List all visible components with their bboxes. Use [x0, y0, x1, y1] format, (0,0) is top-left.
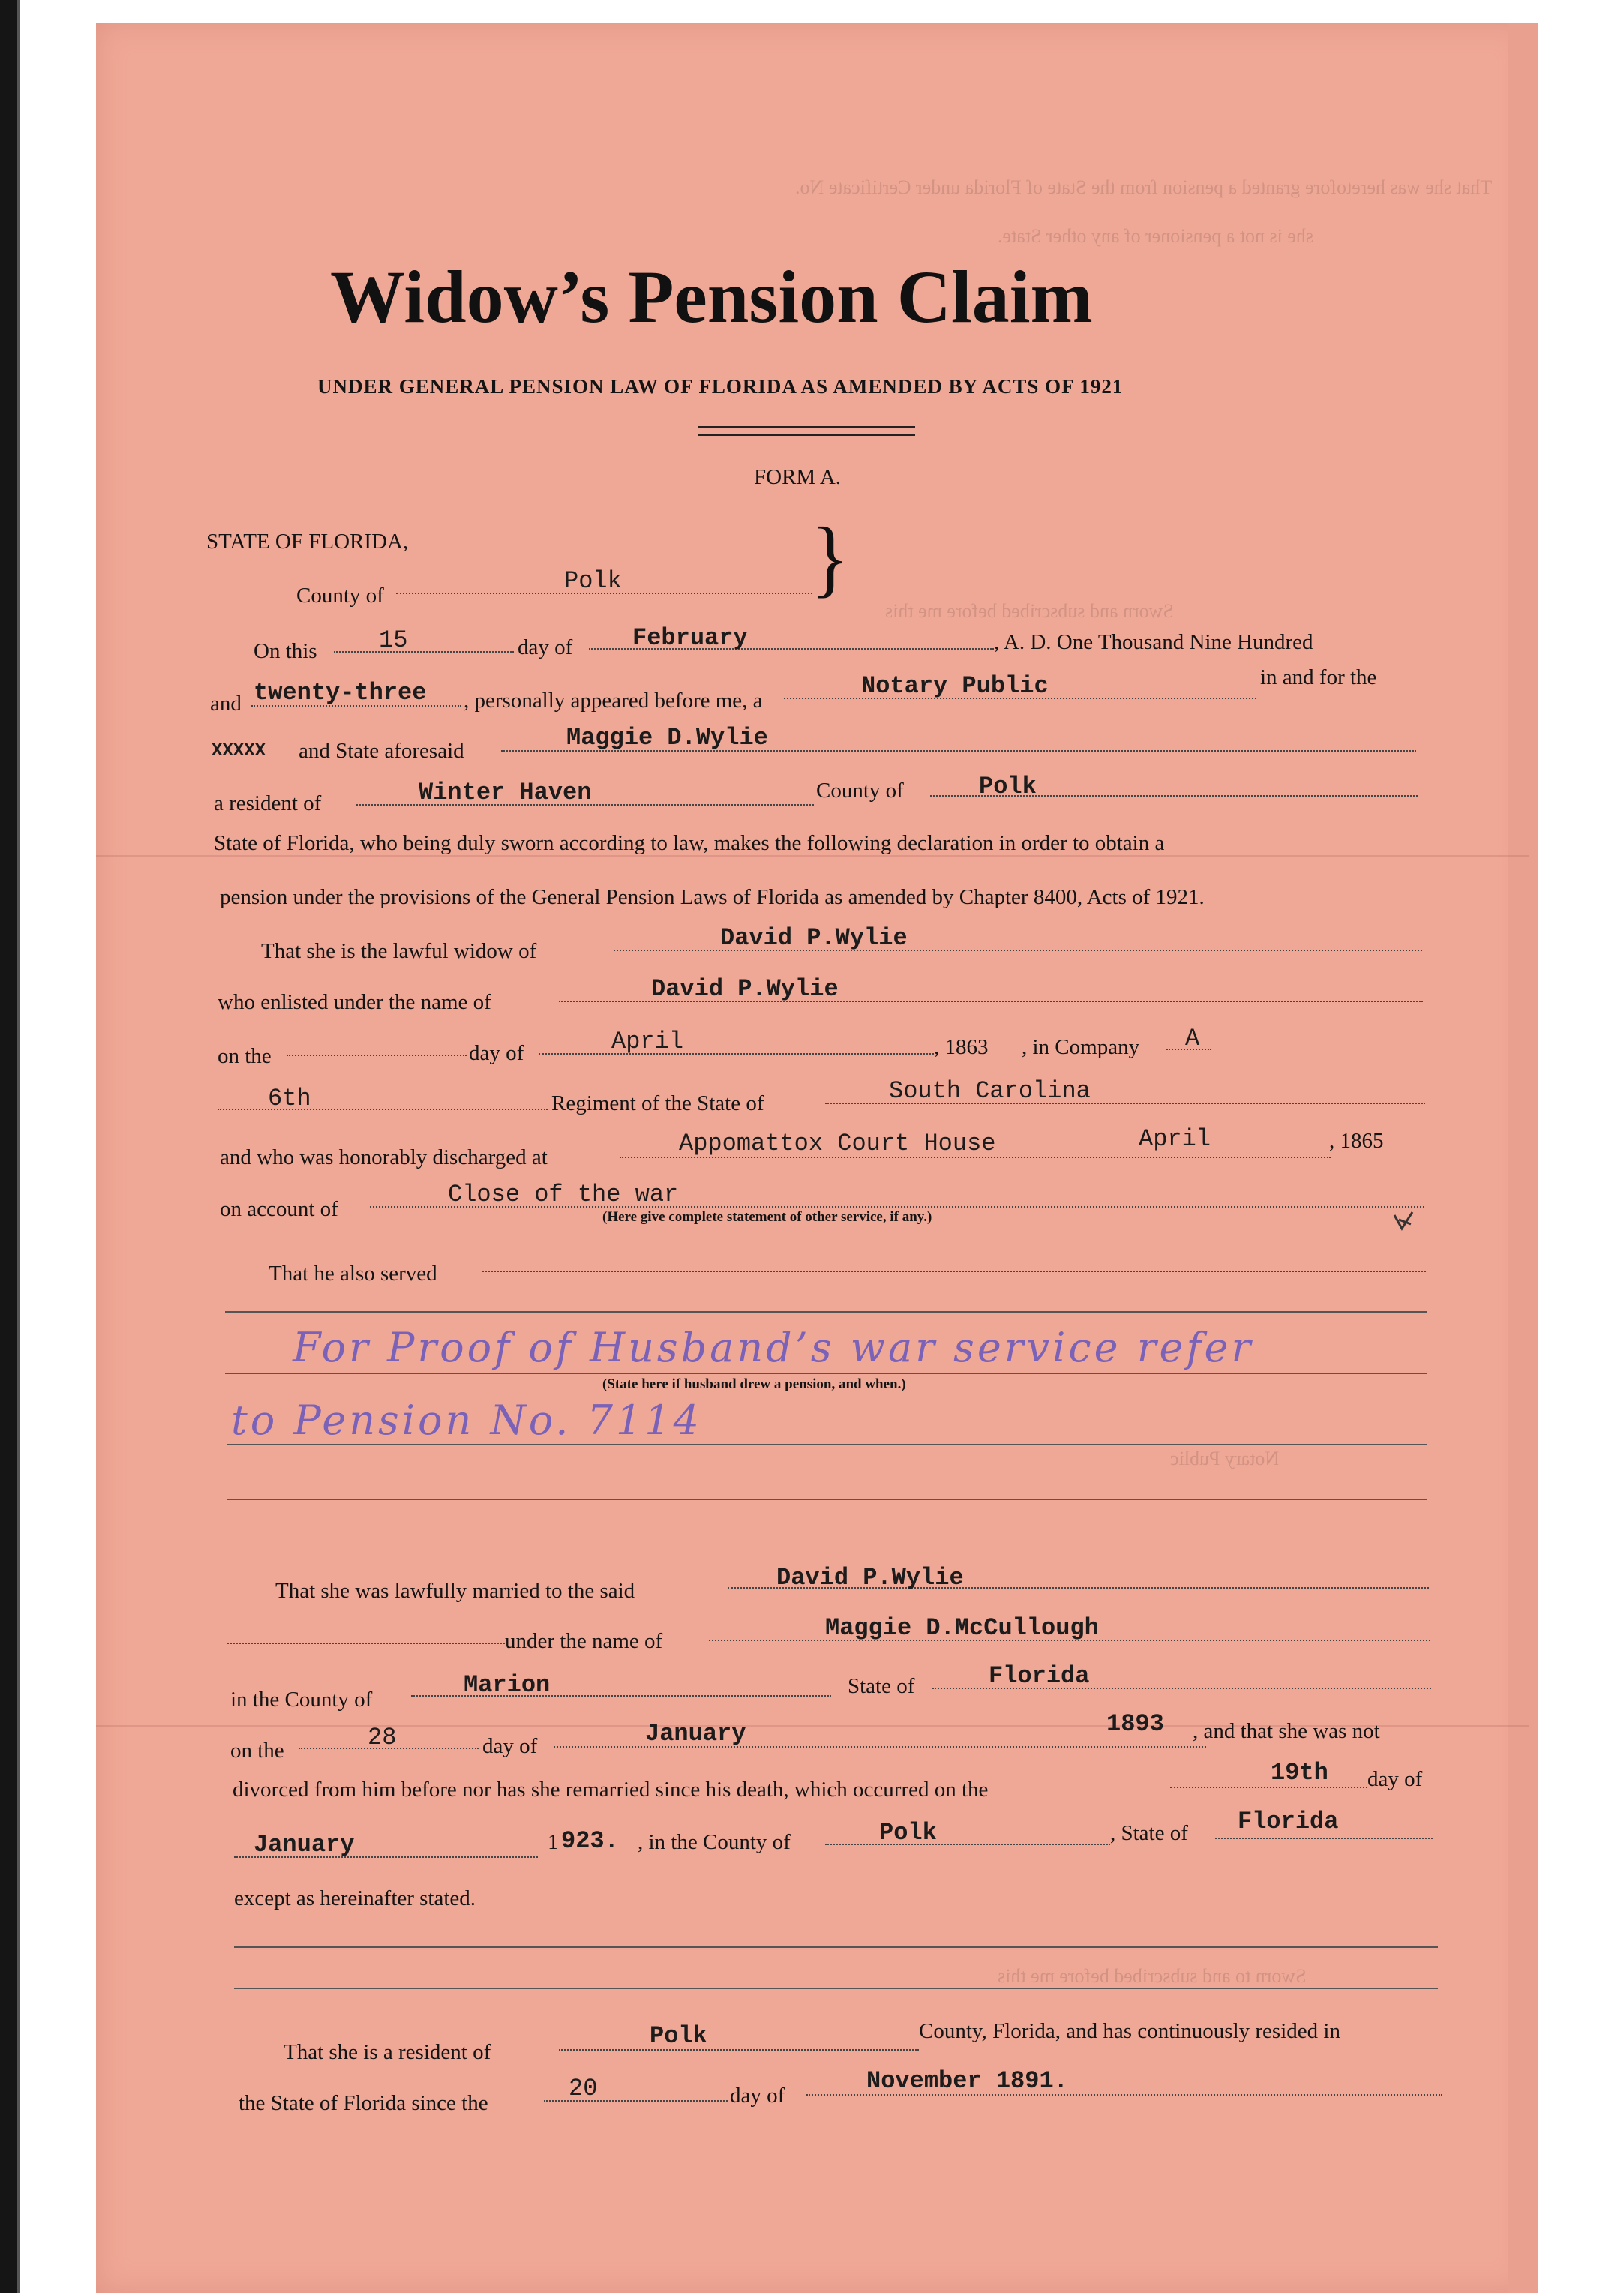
husband-value: David P.Wylie: [720, 924, 908, 952]
day-of-label: day of: [469, 1041, 524, 1065]
widow-of-label: That she is the lawful widow of: [261, 939, 537, 963]
maiden-value: Maggie D.McCullough: [825, 1614, 1099, 1642]
form-subtitle: UNDER GENERAL PENSION LAW OF FLORIDA AS AMENDED BY ACTS OF 1921: [317, 375, 1124, 398]
officer-value: Notary Public: [861, 672, 1049, 700]
sheet-edge: [1508, 23, 1538, 2293]
on-the-label: on the: [218, 1044, 272, 1068]
resident-label: a resident of: [214, 791, 322, 815]
brace-icon: }: [810, 509, 850, 606]
death-month-value: January: [254, 1831, 355, 1859]
handwritten-note: to Pension No. 7114: [231, 1397, 703, 1444]
day-of-label: day of: [482, 1734, 538, 1758]
year-value: twenty-three: [254, 679, 427, 707]
appeared-label: , personally appeared before me, a: [464, 689, 763, 713]
bleedthrough-text: Sworn to and subscribed before me this: [998, 1965, 1307, 1987]
served-line: [482, 1271, 1426, 1272]
reg-state-value: South Carolina: [889, 1077, 1091, 1105]
declaration-text: State of Florida, who being duly sworn according to law, makes the following declaration in order to obtain a: [214, 831, 1165, 855]
county-label: County of: [296, 584, 384, 608]
declaration-text: pension under the provisions of the General Pension Laws of Florida as amended by Chapter 8400, Acts of 1921.: [220, 885, 1205, 909]
blank-line: [234, 1946, 1438, 1948]
county-of-label: County of: [816, 779, 904, 803]
scanner-border: [0, 0, 17, 2293]
city-value: Winter Haven: [419, 779, 592, 806]
title-rule: [698, 426, 915, 428]
in-county-label: in the County of: [230, 1688, 373, 1712]
day-of-label: day of: [518, 635, 573, 659]
discharge-place-value: Appomattox Court House: [679, 1130, 996, 1157]
death-state-line: [1215, 1838, 1433, 1839]
struck-county: XXXXX: [212, 741, 266, 761]
and-label: and: [210, 692, 242, 716]
resident-of-label: That she is a resident of: [284, 2040, 491, 2064]
marriage-month-value: January: [645, 1720, 746, 1748]
not-divorced-label: , and that she was not: [1193, 1719, 1380, 1743]
resided-label: County, Florida, and has continuously resided in: [919, 2019, 1340, 2043]
death-day-line: [1170, 1787, 1367, 1788]
state-label: STATE OF FLORIDA,: [206, 530, 409, 554]
except-label: except as hereinafter stated.: [234, 1886, 476, 1910]
on-this-label: On this: [254, 639, 317, 663]
scanner-border-inner: [17, 0, 20, 2293]
since-label: the State of Florida since the: [239, 2091, 488, 2115]
pension-line: [225, 1373, 1427, 1374]
company-value: A: [1185, 1025, 1200, 1052]
marriage-day-value: 28: [368, 1724, 397, 1751]
claimant-value: Maggie D.Wylie: [566, 724, 768, 752]
aforesaid-label: and State aforesaid: [299, 739, 464, 763]
regiment-label: Regiment of the State of: [551, 1091, 764, 1115]
enlist-day-line: [287, 1055, 467, 1056]
res-county-value: Polk: [979, 773, 1037, 800]
enlisted-value: David P.Wylie: [651, 975, 839, 1003]
since-month-value: November 1891.: [866, 2067, 1068, 2095]
death-year-prefix: 1: [548, 1830, 559, 1854]
title-rule: [698, 434, 915, 436]
death-county-line: [825, 1844, 1110, 1845]
day-value: 15: [379, 626, 408, 654]
blank-line: [227, 1499, 1427, 1500]
form-label: FORM A.: [754, 465, 842, 489]
day-of-label: day of: [730, 2084, 785, 2108]
enlisted-label: who enlisted under the name of: [218, 990, 491, 1014]
county-value: Polk: [564, 567, 622, 595]
other-service-note: (Here give complete statement of other service, if any.): [602, 1209, 932, 1225]
death-day-value: 19th: [1271, 1759, 1328, 1787]
account-label: on account of: [220, 1197, 338, 1221]
discharge-month-value: April: [1139, 1125, 1211, 1153]
marriage-year-value: 1893: [1106, 1710, 1164, 1738]
blank-line: [234, 1988, 1438, 1989]
regiment-value: 6th: [268, 1085, 311, 1112]
marriage-state-value: Florida: [989, 1662, 1090, 1690]
divorced-text: divorced from him before nor has she remarried since his death, which occurred on the: [233, 1778, 989, 1802]
ad-label: , A. D. One Thousand Nine Hundred: [994, 630, 1313, 654]
death-state-label: , State of: [1110, 1821, 1188, 1845]
enlist-month-value: April: [611, 1028, 684, 1055]
also-served-label: That he also served: [269, 1262, 437, 1286]
form-title: Widow’s Pension Claim: [330, 255, 1093, 338]
state-of-label: State of: [848, 1674, 915, 1698]
day-of-label: day of: [1367, 1767, 1423, 1791]
married-label: That she was lawfully married to the said: [275, 1579, 635, 1603]
death-county-label: , in the County of: [638, 1830, 791, 1854]
handwritten-note: For Proof of Husband’s war service refer: [293, 1324, 1254, 1371]
discharged-label: and who was honorably discharged at: [220, 1145, 548, 1169]
name-blank-line: [227, 1643, 505, 1644]
resident-county-value: Polk: [650, 2022, 707, 2050]
regiment-line: [218, 1109, 548, 1110]
death-year-value: 923.: [561, 1827, 619, 1855]
month-value: February: [632, 624, 748, 652]
since-day-value: 20: [569, 2075, 598, 2102]
in-and-for-label: in and for the: [1260, 665, 1377, 689]
on-the-label: on the: [230, 1739, 284, 1763]
enlist-month-line: [539, 1053, 934, 1055]
served-line-2: [225, 1311, 1427, 1313]
pension-note: (State here if husband drew a pension, and when.): [602, 1376, 906, 1392]
married-husband-value: David P.Wylie: [776, 1564, 964, 1592]
bleedthrough-text: That she was heretofore granted a pension from the State of Florida under Certificate No.: [795, 176, 1493, 198]
under-name-label: under the name of: [505, 1629, 663, 1653]
check-mark-icon: [1391, 1209, 1415, 1232]
resident-county-line: [559, 2049, 919, 2051]
death-county-value: Polk: [879, 1819, 937, 1847]
day-line: [334, 651, 514, 653]
death-state-value: Florida: [1238, 1808, 1339, 1835]
year-1863-label: , 1863: [934, 1035, 989, 1059]
blank-line: [227, 1444, 1427, 1445]
year-1865-label: , 1865: [1329, 1129, 1384, 1153]
bleedthrough-text: she is not a pensioner of any other State.: [998, 225, 1313, 247]
marriage-county-value: Marion: [464, 1671, 551, 1699]
bleedthrough-text: Notary Public: [1170, 1448, 1280, 1469]
bleedthrough-text: Sworn and subscribed before me this: [885, 600, 1174, 622]
account-value: Close of the war: [448, 1181, 679, 1208]
company-label: , in Company: [1022, 1035, 1140, 1059]
